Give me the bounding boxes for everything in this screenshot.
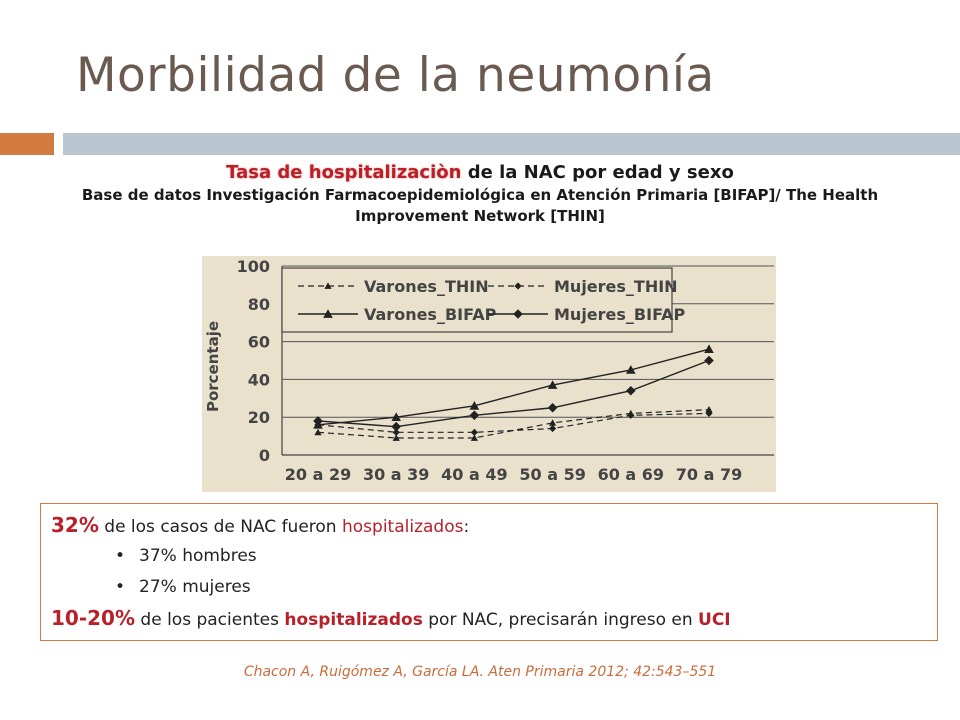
- x-tick-label: 20 a 29: [284, 465, 352, 484]
- info-hl-1: hospitalizados: [342, 517, 464, 537]
- data-point-mujeres-thin: [549, 425, 556, 432]
- y-tick-label: 40: [247, 370, 270, 390]
- info-hl-4b: UCI: [698, 610, 731, 630]
- bullet-icon: •: [115, 546, 126, 566]
- data-point-mujeres-bifap: [626, 386, 636, 396]
- info-text-1: de los casos de NAC fueron: [98, 517, 342, 537]
- info-box: [40, 503, 938, 641]
- y-tick-label: 60: [247, 332, 270, 352]
- data-point-mujeres-bifap: [704, 356, 714, 366]
- data-point-mujeres-thin: [471, 429, 478, 436]
- series-line-mujeres-thin: [318, 413, 709, 432]
- info-bullet-2: [51, 572, 927, 603]
- series-line-varones-bifap: [318, 349, 709, 425]
- caption-line-2: Base de datos Investigación Farmacoepidemiológica en Atención Primaria [BIFAP]/ The Health Improvement Network [THIN]: [81, 186, 879, 225]
- bullet-text-2: 27% mujeres: [139, 577, 251, 597]
- info-bullet-1: [51, 541, 927, 572]
- y-tick-label: 20: [247, 408, 270, 428]
- data-point-mujeres-bifap: [548, 403, 558, 413]
- caption-line-1: [30, 162, 930, 183]
- bullet-text-1: 37% hombres: [139, 546, 257, 566]
- data-point-varones-bifap: [704, 344, 714, 353]
- y-tick-label: 100: [236, 257, 270, 276]
- info-pct-1: 32%: [51, 513, 99, 537]
- series-line-varones-thin: [318, 410, 709, 438]
- y-axis-label: Porcentaje: [204, 320, 222, 413]
- caption-rest: de la NAC por edad y sexo: [461, 162, 734, 183]
- info-text-4a: de los pacientes: [135, 610, 285, 630]
- data-point-varones-thin: [549, 419, 556, 425]
- legend-label: Mujeres_BIFAP: [554, 305, 686, 324]
- x-tick-label: 70 a 79: [675, 465, 743, 484]
- hospitalization-line-chart: [202, 256, 776, 492]
- x-tick-label: 60 a 69: [597, 465, 665, 484]
- accent-bar-orange: [0, 133, 54, 155]
- legend-label: Varones_THIN: [364, 277, 489, 296]
- x-tick-label: 40 a 49: [441, 465, 508, 484]
- info-text-4b: por NAC, precisarán ingreso en: [422, 610, 699, 630]
- x-tick-label: 50 a 59: [519, 465, 586, 484]
- data-point-mujeres-thin: [627, 412, 634, 419]
- info-line-4: [51, 603, 927, 634]
- legend-label: Varones_BIFAP: [364, 305, 497, 324]
- legend-label: Mujeres_THIN: [554, 277, 678, 296]
- chart-caption: [30, 162, 930, 227]
- chart-svg: [202, 256, 776, 492]
- caption-highlight: Tasa de hospitalizaciòn: [226, 162, 462, 183]
- y-tick-label: 0: [258, 446, 270, 465]
- data-point-mujeres-bifap: [391, 422, 401, 432]
- info-pct-2: 10-20%: [51, 606, 136, 630]
- bullet-icon: •: [115, 577, 126, 597]
- info-end-1: :: [463, 517, 470, 537]
- y-tick-label: 80: [247, 294, 270, 314]
- data-point-mujeres-bifap: [470, 411, 480, 421]
- x-tick-label: 30 a 39: [362, 465, 430, 484]
- slide-title: Morbilidad de la neumonía: [76, 48, 715, 103]
- accent-bar-blue: [63, 133, 960, 155]
- info-line-1: [51, 510, 927, 541]
- info-hl-4a: hospitalizados: [284, 610, 423, 630]
- citation: Chacon A, Ruigómez A, García LA. Aten Primaria 2012; 42:543–551: [243, 664, 717, 680]
